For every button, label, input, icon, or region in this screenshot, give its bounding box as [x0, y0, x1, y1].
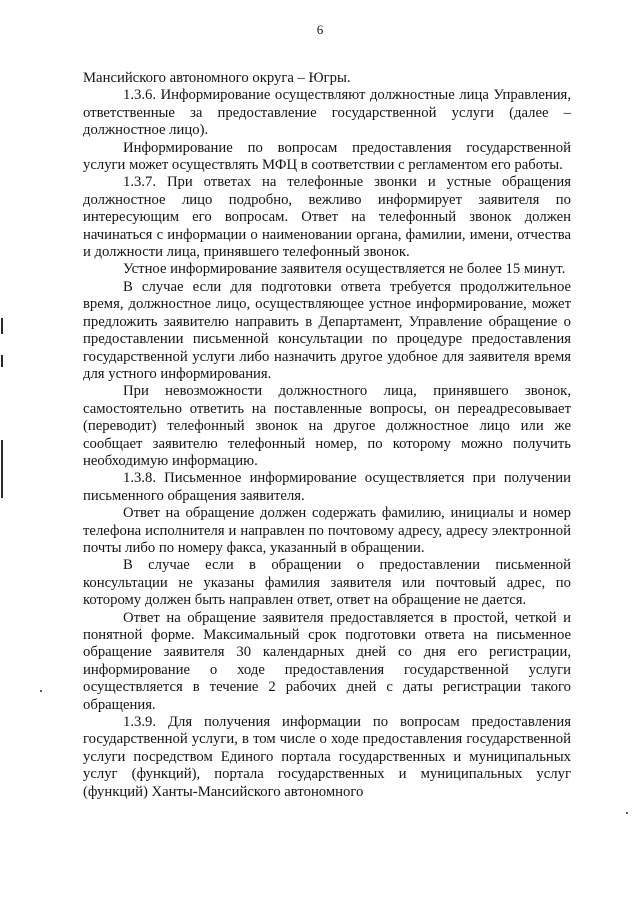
paragraph-oral-informing-duration: Устное информирование заявителя осуществляется не более 15 минут.: [123, 261, 566, 278]
page-number: 6: [316, 22, 324, 37]
paragraph-long-answer-case: В случае если для подготовки ответа требуется продолжительное время, должностное лицо, осуществляющее устное информирование, может предложить заявителю направить в Департамент, Управление обращение о предоставлении письменной консультации по процедуре предоставления государственной услуги либо назначить другое удобное для заявителя время для устного информирования.: [83, 278, 571, 382]
scan-artifact-mark: [1, 440, 3, 498]
paragraph-answer-form-deadline: Ответ на обращение заявителя предоставляется в простой, четкой и понятной форме. Максимальный срок подготовки ответа на письменное обращение заявителя 30 календарных дней со дня его регистрации, информирование о ходе предоставления государственной услуги осуществляется в течение 2 рабочих дней с даты регистрации такого обращения.: [83, 609, 571, 713]
body-text: [83, 70, 571, 801]
paragraph-mfc-informing: Информирование по вопросам предоставления государственной услуги может осуществлять МФЦ в соответствии с регламентом его работы.: [83, 139, 571, 174]
paragraph-answer-content: Ответ на обращение должен содержать фамилию, инициалы и номер телефона исполнителя и направлен по почтовому адресу, адресу электронной почты либо по номеру факса, указанный в обращении.: [83, 505, 571, 556]
scan-artifact-mark: [1, 318, 3, 334]
scan-artifact-mark: [1, 355, 3, 367]
paragraph-continuation: Мансийского автономного округа – Югры.: [83, 70, 351, 86]
paragraph-1-3-6: 1.3.6. Информирование осуществляют должностные лица Управления, ответственные за предоставление государственной услуги (далее –должностное лицо).: [83, 87, 571, 139]
paragraph-no-address-case: В случае если в обращении о предоставлении письменной консультации не указаны фамилия заявителя или почтовый адрес, по которому должен быть направлен ответ, ответ на обращение не дается.: [83, 557, 571, 609]
paragraph-call-redirect: При невозможности должностного лица, принявшего звонок, самостоятельно ответить на поставленные вопросы, он переадресовывает (переводит) телефонный звонок на другое должностное лицо или же сообщает заявителю телефонный номер, по которому можно получить необходимую информацию.: [83, 383, 571, 469]
scan-artifact-dot: [40, 690, 42, 692]
paragraph-1-3-9: 1.3.9. Для получения информации по вопросам предоставления государственной услуги, в том числе о ходе предоставления государственной услуги посредством Единого портала государственных и муниципальных услуг (функций), портала государственных и муниципальных услуг (функций) Ханты-Мансийского автономного: [83, 714, 571, 800]
paragraph-1-3-7: 1.3.7. При ответах на телефонные звонки и устные обращения должностное лицо подробно, вежливо информирует заявителя по интересующим его вопросам. Ответ на телефонный звонок должен начинаться с информации о наименовании органа, фамилии, имени, отчества и должности лица, принявшего телефонный звонок.: [83, 174, 571, 261]
paragraph-1-3-8: 1.3.8. Письменное информирование осуществляется при получении письменного обращения заявителя.: [83, 470, 571, 504]
scan-artifact-dot: [626, 812, 628, 814]
